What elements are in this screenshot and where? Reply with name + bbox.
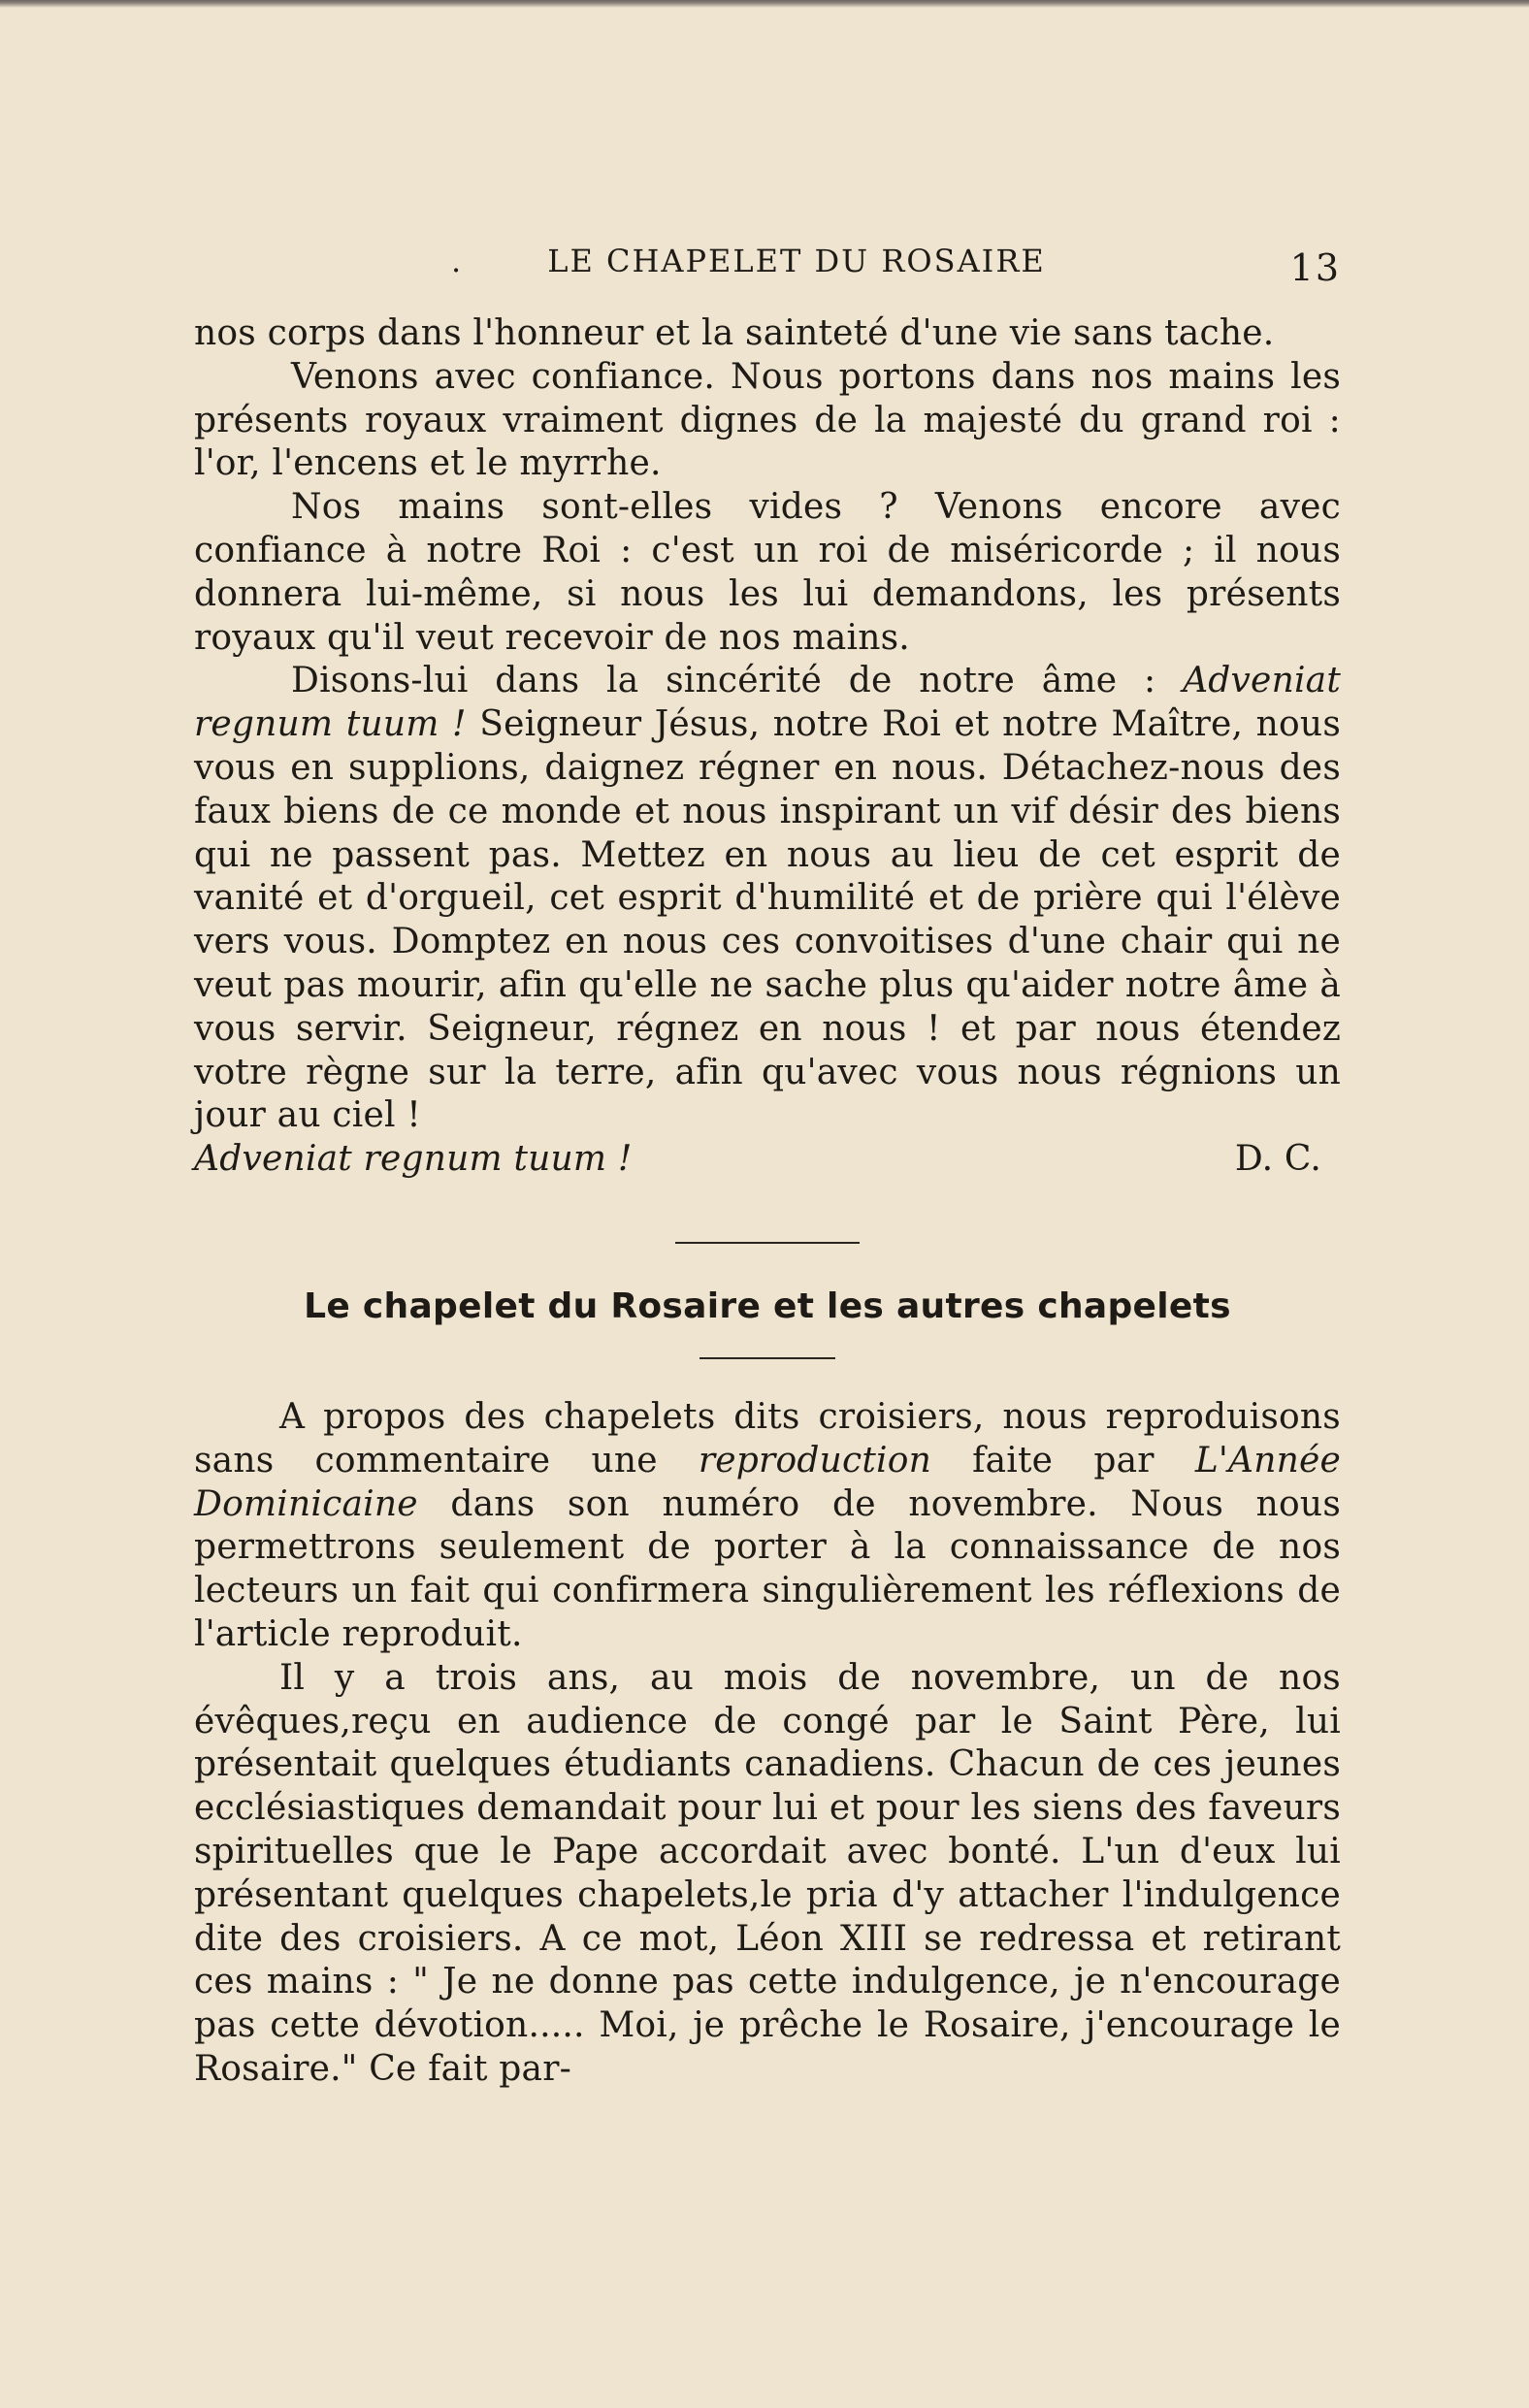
article-continuation bbox=[194, 312, 1341, 1182]
page-top-edge bbox=[0, 0, 1529, 8]
running-head bbox=[194, 243, 1341, 291]
section-paragraph-1-a: A propos des chapelets dits croisiers, nous reproduisons sans commentaire une bbox=[194, 1396, 1341, 1481]
running-head-mark: . bbox=[451, 243, 464, 279]
section-paragraph-1-b: faite par bbox=[930, 1440, 1195, 1481]
latin-phrase-2: Adveniat regnum tuum ! bbox=[194, 1139, 633, 1180]
paragraph-4 bbox=[194, 660, 1341, 1138]
section-body bbox=[194, 1396, 1341, 2092]
section-divider bbox=[675, 1242, 860, 1244]
italic-publication-title: L'Année Dominicaine bbox=[194, 1440, 1341, 1524]
paragraph-4-body: Seigneur Jésus, notre Roi et notre Maître, nous vous en supplions, daignez régner en nous. Détachez-nous des faux biens de ce monde et nous inspirant un vif désir des biens qui ne passent pas. Mettez en nous au lieu de cet esprit de vanité et d'orgueil, cet esprit d'humilité et de prière qui l'élève vers vous. Domptez en nous ces convoitises d'une chair qui ne veut pas mourir, afin qu'elle ne sache plus qu'aider notre âme à vous servir. Seigneur, régnez en nous ! et par nous étendez votre règne sur la terre, afin qu'avec vous nous régnions un jour au ciel ! bbox=[194, 704, 1341, 1136]
section-paragraph-1-c: dans son numéro de novembre. Nous nous permettrons seulement de porter à la connaissance de nos lecteurs un fait qui confirmera singulièrement les réflexions de l'article reproduit. bbox=[194, 1483, 1341, 1654]
paragraph-4-lead: Disons-lui dans la sincérité de notre âme : bbox=[291, 661, 1184, 701]
italic-reproduction: reproduction bbox=[698, 1440, 931, 1481]
paragraph-1: nos corps dans l'honneur et la sainteté d'une vie sans tache. bbox=[194, 313, 1275, 353]
book-page bbox=[194, 243, 1341, 2092]
running-head-title: LE CHAPELET DU ROSAIRE bbox=[547, 243, 1046, 279]
closing-line bbox=[194, 1138, 1341, 1182]
section-paragraph-1 bbox=[194, 1396, 1341, 1657]
page-number: 13 bbox=[1289, 246, 1341, 289]
latin-phrase-1: Adveniat regnum tuum ! bbox=[194, 661, 1341, 745]
paragraph-3: Nos mains sont-elles vides ? Venons encore avec confiance à notre Roi : c'est un roi de miséricorde ; il nous donnera lui-même, si nous les lui demandons, les présents royaux qu'il veut recevoir de nos mains. bbox=[194, 487, 1341, 658]
author-signature: D. C. bbox=[1234, 1139, 1321, 1180]
paragraph-2: Venons avec confiance. Nous portons dans nos mains les présents royaux vraiment dignes de la majesté du grand roi : l'or, l'encens et le myrrhe. bbox=[194, 356, 1341, 484]
section-heading: Le chapelet du Rosaire et les autres chapelets bbox=[304, 1285, 1231, 1326]
heading-underline bbox=[699, 1357, 835, 1359]
section-paragraph-2: Il y a trois ans, au mois de novembre, un de nos évêques,reçu en audience de congé par le Saint Père, lui présentait quelques étudiants canadiens. Chacun de ces jeunes ecclésiastiques demandait pour lui et pour les siens des faveurs spirituelles que le Pape accordait avec bonté. L'un d'eux lui présentant quelques chapelets,le pria d'y attacher l'indulgence dite des croisiers. A ce mot, Léon XIII se redressa et retirant ces mains : " Je ne donne pas cette indulgence, je n'encourage pas cette dévotion..... Moi, je prêche le Rosaire, j'encourage le Rosaire." Ce fait par- bbox=[194, 1657, 1341, 2089]
